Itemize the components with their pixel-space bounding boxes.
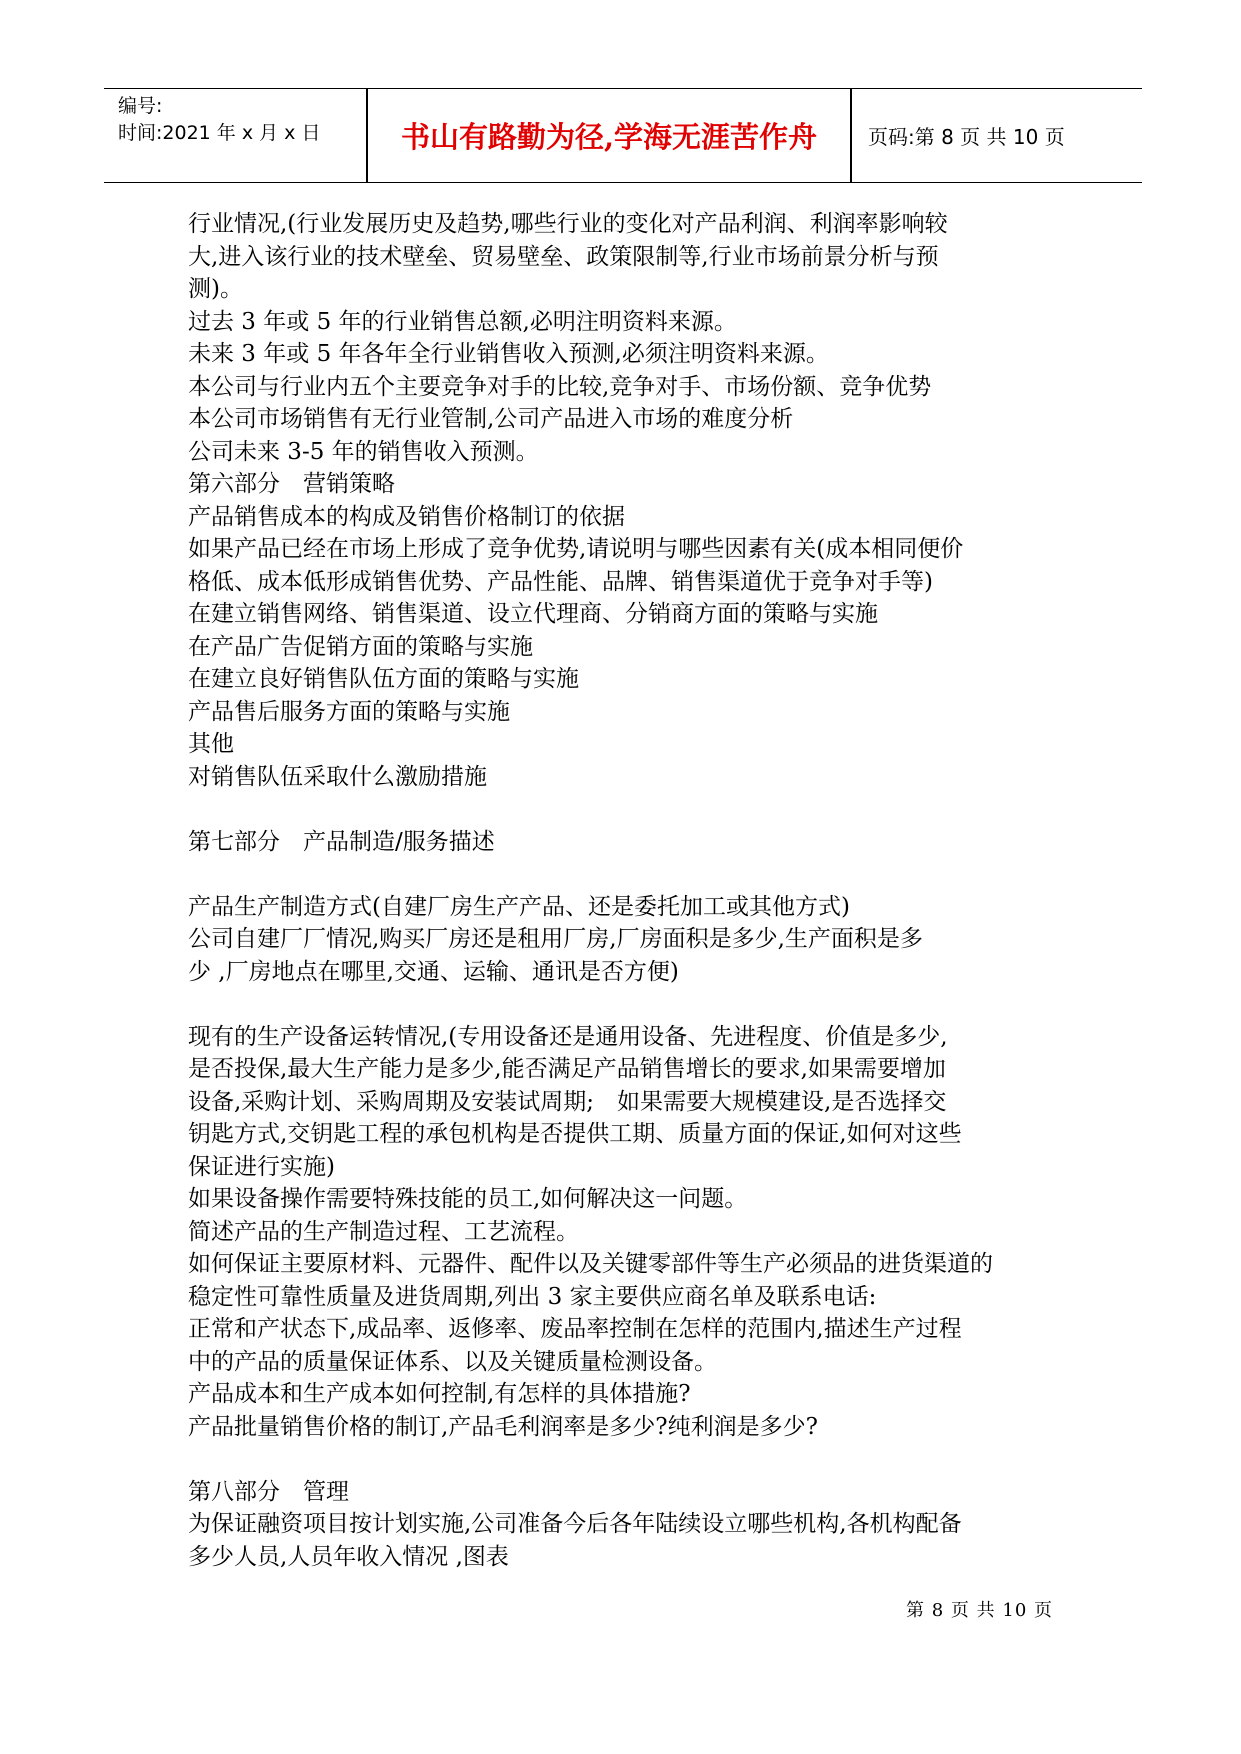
paragraph-line: 设备,采购计划、采购周期及安装试周期; 如果需要大规模建设,是否选择交 <box>188 1088 947 1115</box>
paragraph-line: 未来 3 年或 5 年各年全行业销售收入预测,必须注明资料来源。 <box>188 341 829 367</box>
header-motto: 书山有路勤为径,学海无涯苦作舟 <box>400 120 818 154</box>
paragraph-line: 是否投保,最大生产能力是多少,能否满足产品销售增长的要求,如果需要增加 <box>188 1056 946 1082</box>
paragraph-line: 正常和产状态下,成品率、返修率、废品率控制在怎样的范围内,描述生产过程 <box>188 1316 962 1342</box>
paragraph-line: 过去 3 年或 5 年的行业销售总额,必明注明资料来源。 <box>188 308 737 335</box>
paragraph-line: 本公司与行业内五个主要竞争对手的比较,竞争对手、市场份额、竞争优势 <box>188 373 932 400</box>
paragraph-line: 测)。 <box>188 276 243 302</box>
document-number-label: 编号: <box>118 95 163 117</box>
section-heading-6: 第六部分 营销策略 <box>188 471 395 497</box>
page-footer: 第 8 页 共 10 页 <box>906 1600 1053 1621</box>
blank-line <box>188 858 1050 891</box>
blank-line <box>188 988 1050 1021</box>
paragraph-line: 如何保证主要原材料、元器件、配件以及关键零部件等生产必须品的进货渠道的 <box>188 1251 993 1277</box>
paragraph-line: 中的产品的质量保证体系、以及关键质量检测设备。 <box>188 1348 717 1375</box>
header-divider <box>850 89 852 182</box>
header-page-label: 页码:第 8 页 共 10 页 <box>868 125 1065 149</box>
paragraph-line: 格低、成本低形成销售优势、产品性能、品牌、销售渠道优于竞争对手等) <box>188 568 933 595</box>
paragraph-line: 为保证融资项目按计划实施,公司准备今后各年陆续设立哪些机构,各机构配备 <box>188 1511 962 1537</box>
paragraph-line: 多少人员,人员年收入情况 ,图表 <box>188 1543 509 1570</box>
paragraph-line: 对销售队伍采取什么激励措施 <box>188 763 487 790</box>
paragraph-line: 钥匙方式,交钥匙工程的承包机构是否提供工期、质量方面的保证,如何对这些 <box>188 1121 962 1147</box>
paragraph-line: 公司自建厂厂情况,购买厂房还是租用厂房,厂房面积是多少,生产面积是多 <box>188 926 923 952</box>
paragraph-line: 其他 <box>188 731 234 757</box>
section-heading-7: 第七部分 产品制造/服务描述 <box>188 828 495 855</box>
page-header <box>104 88 1142 183</box>
paragraph-line: 产品生产制造方式(自建厂房生产产品、还是委托加工或其他方式) <box>188 893 850 920</box>
paragraph-line: 少 ,厂房地点在哪里,交通、运输、通讯是否方便) <box>188 958 679 985</box>
document-body <box>188 208 1050 1573</box>
paragraph-line: 稳定性可靠性质量及进货周期,列出 3 家主要供应商名单及联系电话: <box>188 1283 877 1310</box>
paragraph-line: 如果产品已经在市场上形成了竞争优势,请说明与哪些因素有关(成本相同便价 <box>188 536 964 562</box>
paragraph-line: 产品批量销售价格的制订,产品毛利润率是多少?纯利润是多少? <box>188 1413 818 1440</box>
document-time-label: 时间:2021 年 x 月 x 日 <box>118 122 321 144</box>
paragraph-line: 公司未来 3-5 年的销售收入预测。 <box>188 438 539 465</box>
paragraph-line: 在建立良好销售队伍方面的策略与实施 <box>188 666 579 692</box>
paragraph-line: 现有的生产设备运转情况,(专用设备还是通用设备、先进程度、价值是多少, <box>188 1023 948 1050</box>
section-heading-8: 第八部分 管理 <box>188 1478 349 1505</box>
header-meta <box>118 93 320 147</box>
paragraph-line: 在产品广告促销方面的策略与实施 <box>188 633 533 660</box>
paragraph-line: 产品销售成本的构成及销售价格制订的依据 <box>188 503 625 530</box>
paragraph-line: 行业情况,(行业发展历史及趋势,哪些行业的变化对产品利润、利润率影响较 <box>188 211 948 237</box>
paragraph-line: 简述产品的生产制造过程、工艺流程。 <box>188 1218 579 1245</box>
paragraph-line: 在建立销售网络、销售渠道、设立代理商、分销商方面的策略与实施 <box>188 601 878 627</box>
paragraph-line: 保证进行实施) <box>188 1153 335 1180</box>
blank-line <box>188 793 1050 826</box>
paragraph-line: 本公司市场销售有无行业管制,公司产品进入市场的难度分析 <box>188 406 794 432</box>
paragraph-line: 产品售后服务方面的策略与实施 <box>188 698 510 725</box>
blank-line <box>188 1443 1050 1476</box>
paragraph-line: 如果设备操作需要特殊技能的员工,如何解决这一问题。 <box>188 1186 748 1212</box>
paragraph-line: 大,进入该行业的技术壁垒、贸易壁垒、政策限制等,行业市场前景分析与预 <box>188 243 939 270</box>
paragraph-line: 产品成本和生产成本如何控制,有怎样的具体措施? <box>188 1381 691 1407</box>
